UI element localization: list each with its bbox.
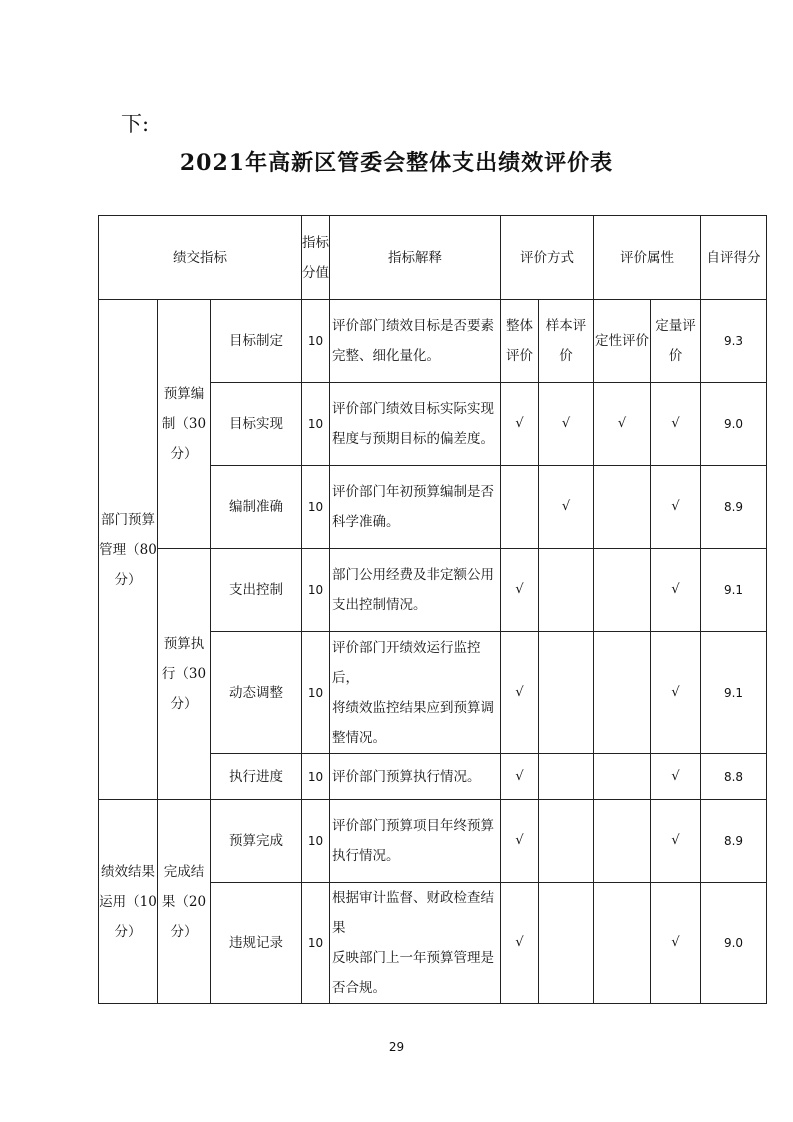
method-whole: √ [501,383,539,466]
level2-cell: 预算编 制（30 分） [158,300,211,549]
prefix-text: 下: [121,112,150,136]
method-whole: 整体 评价 [501,300,539,383]
indicator-score: 10 [302,754,330,800]
indicator-name: 动态调整 [211,632,302,754]
self-score: 9.0 [701,883,767,1004]
indicator-desc: 评价部门绩效目标实际实现 程度与预期目标的偏差度。 [330,383,501,466]
indicator-score: 10 [302,800,330,883]
table-row [99,549,767,632]
indicator-score: 10 [302,883,330,1004]
self-score: 9.0 [701,383,767,466]
method-whole: √ [501,549,539,632]
attr-quantitative: √ [651,383,701,466]
method-whole: √ [501,632,539,754]
self-score: 8.9 [701,800,767,883]
indicator-name: 执行进度 [211,754,302,800]
header-method: 评价方式 [501,216,594,300]
table-row [99,300,767,383]
attr-quantitative: √ [651,549,701,632]
method-sample [539,883,594,1004]
self-score: 8.8 [701,754,767,800]
self-score: 9.1 [701,632,767,754]
method-whole: √ [501,800,539,883]
attr-quantitative: √ [651,800,701,883]
header-score: 指标 分值 [302,216,330,300]
method-sample [539,800,594,883]
indicator-name: 预算完成 [211,800,302,883]
indicator-name: 支出控制 [211,549,302,632]
attr-quantitative: √ [651,466,701,549]
self-score: 9.1 [701,549,767,632]
self-score: 8.9 [701,466,767,549]
level2-cell: 预算执 行（30 分） [158,549,211,800]
attr-qualitative: 定性评价 [594,300,651,383]
indicator-desc: 评价部门绩效目标是否要素 完整、细化量化。 [330,300,501,383]
indicator-desc: 部门公用经费及非定额公用 支出控制情况。 [330,549,501,632]
indicator-score: 10 [302,549,330,632]
method-sample [539,754,594,800]
indicator-desc: 评价部门预算执行情况。 [330,754,501,800]
header-indicator: 绩交指标 [99,216,302,300]
indicator-name: 编制准确 [211,466,302,549]
attr-qualitative [594,754,651,800]
attr-quantitative: √ [651,883,701,1004]
method-sample [539,632,594,754]
indicator-desc: 评价部门开绩效运行监控后， 将绩效监控结果应到预算调 整情况。 [330,632,501,754]
attr-qualitative [594,466,651,549]
evaluation-table [98,215,767,1004]
indicator-score: 10 [302,383,330,466]
attr-qualitative: √ [594,383,651,466]
method-whole [501,466,539,549]
method-sample: √ [539,466,594,549]
indicator-desc: 评价部门年初预算编制是否 科学准确。 [330,466,501,549]
method-whole: √ [501,754,539,800]
attr-quantitative: √ [651,632,701,754]
attr-quantitative: √ [651,754,701,800]
attr-quantitative: 定量评 价 [651,300,701,383]
indicator-score: 10 [302,466,330,549]
indicator-name: 目标实现 [211,383,302,466]
indicator-name: 违规记录 [211,883,302,1004]
level2-cell: 完成结 果（20 分） [158,800,211,1004]
method-whole: √ [501,883,539,1004]
header-row [99,216,767,300]
table-row [99,800,767,883]
indicator-score: 10 [302,300,330,383]
level1-cell: 部门预算 管理（80 分） [99,300,158,800]
attr-qualitative [594,549,651,632]
attr-qualitative [594,800,651,883]
indicator-desc: 评价部门预算项目年终预算 执行情况。 [330,800,501,883]
header-attribute: 评价属性 [594,216,701,300]
page-title: 2021年高新区管委会整体支出绩效评价表 [179,150,614,176]
indicator-name: 目标制定 [211,300,302,383]
self-score: 9.3 [701,300,767,383]
header-explanation: 指标解释 [330,216,501,300]
page-number: 29 [388,1040,405,1054]
attr-qualitative [594,883,651,1004]
header-self-score: 自评得分 [701,216,767,300]
method-sample: 样本评 价 [539,300,594,383]
method-sample [539,549,594,632]
indicator-score: 10 [302,632,330,754]
attr-qualitative [594,632,651,754]
method-sample: √ [539,383,594,466]
indicator-desc: 根据审计监督、财政检查结果 反映部门上一年预算管理是 否合规。 [330,883,501,1004]
level1-cell: 绩效结果 运用（10 分） [99,800,158,1004]
